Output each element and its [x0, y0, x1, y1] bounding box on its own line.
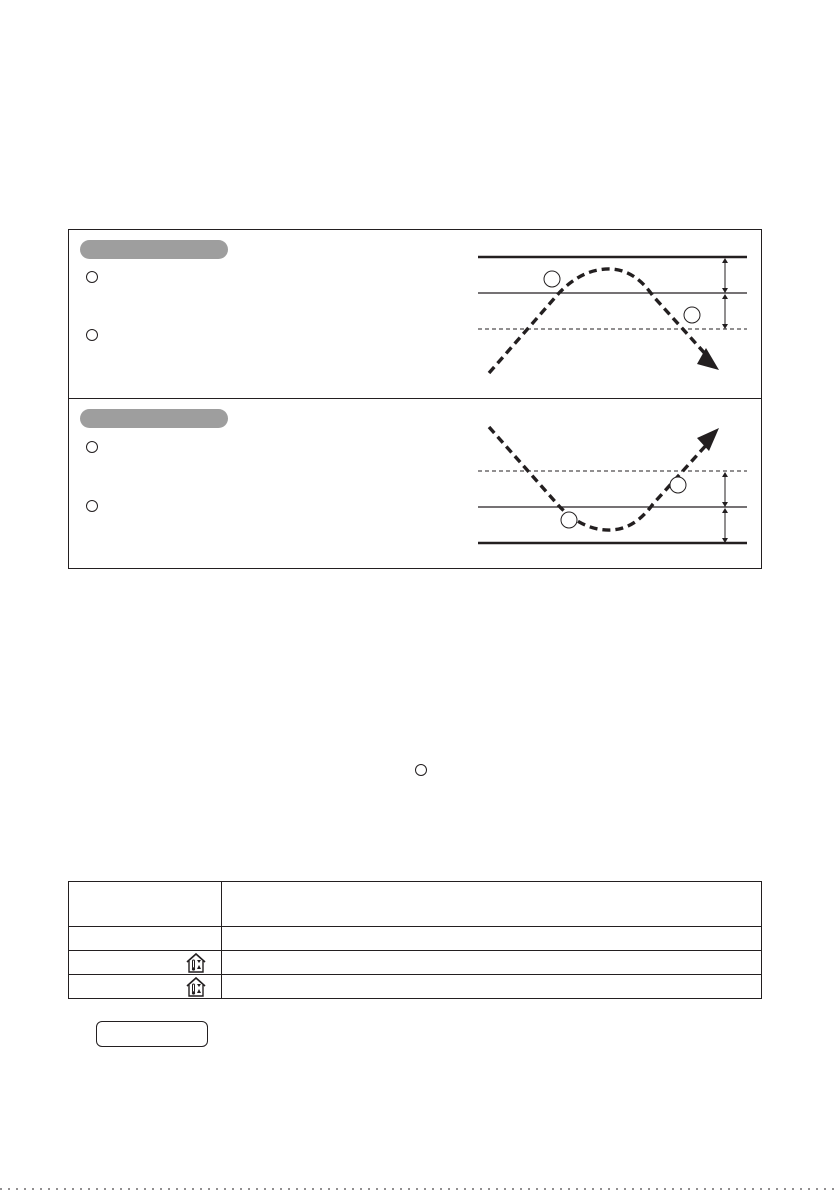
- section-pill-upper: [80, 240, 228, 259]
- page-edge-dotted-line: [0, 1186, 840, 1192]
- table-row: [69, 951, 762, 975]
- table-row: [69, 975, 762, 999]
- table-cell: [222, 951, 762, 975]
- section-pill-lower: [80, 409, 228, 428]
- table-cell: [69, 927, 222, 951]
- circle-marker-icon: [415, 764, 427, 776]
- circle-marker-icon: [670, 477, 686, 493]
- lower-curve-graph: [473, 416, 753, 556]
- table-cell: [69, 951, 222, 975]
- table-cell: [222, 927, 762, 951]
- arrow-head-icon: [697, 428, 719, 451]
- outlined-label-box: [96, 1021, 208, 1047]
- circle-marker-icon: [86, 500, 98, 512]
- table-row: [69, 927, 762, 951]
- table-row: [69, 882, 762, 927]
- upper-curve-graph: [473, 248, 753, 378]
- arrow-head-icon: [697, 348, 719, 370]
- circle-marker-icon: [86, 271, 98, 283]
- table-cell: [69, 975, 222, 999]
- table-cell: [222, 882, 762, 927]
- circle-marker-icon: [561, 512, 577, 528]
- temperature-curve: [489, 269, 709, 373]
- circle-marker-icon: [684, 307, 700, 323]
- circle-marker-icon: [86, 441, 98, 453]
- home-thermometer-icon: [185, 952, 207, 974]
- table-cell: [222, 975, 762, 999]
- spec-table: [68, 881, 762, 999]
- section-divider: [69, 398, 761, 399]
- home-thermometer-icon: [185, 976, 207, 998]
- temperature-diagram-box: [68, 229, 762, 569]
- circle-marker-icon: [544, 271, 560, 287]
- circle-marker-icon: [86, 329, 98, 341]
- table-cell: [69, 882, 222, 927]
